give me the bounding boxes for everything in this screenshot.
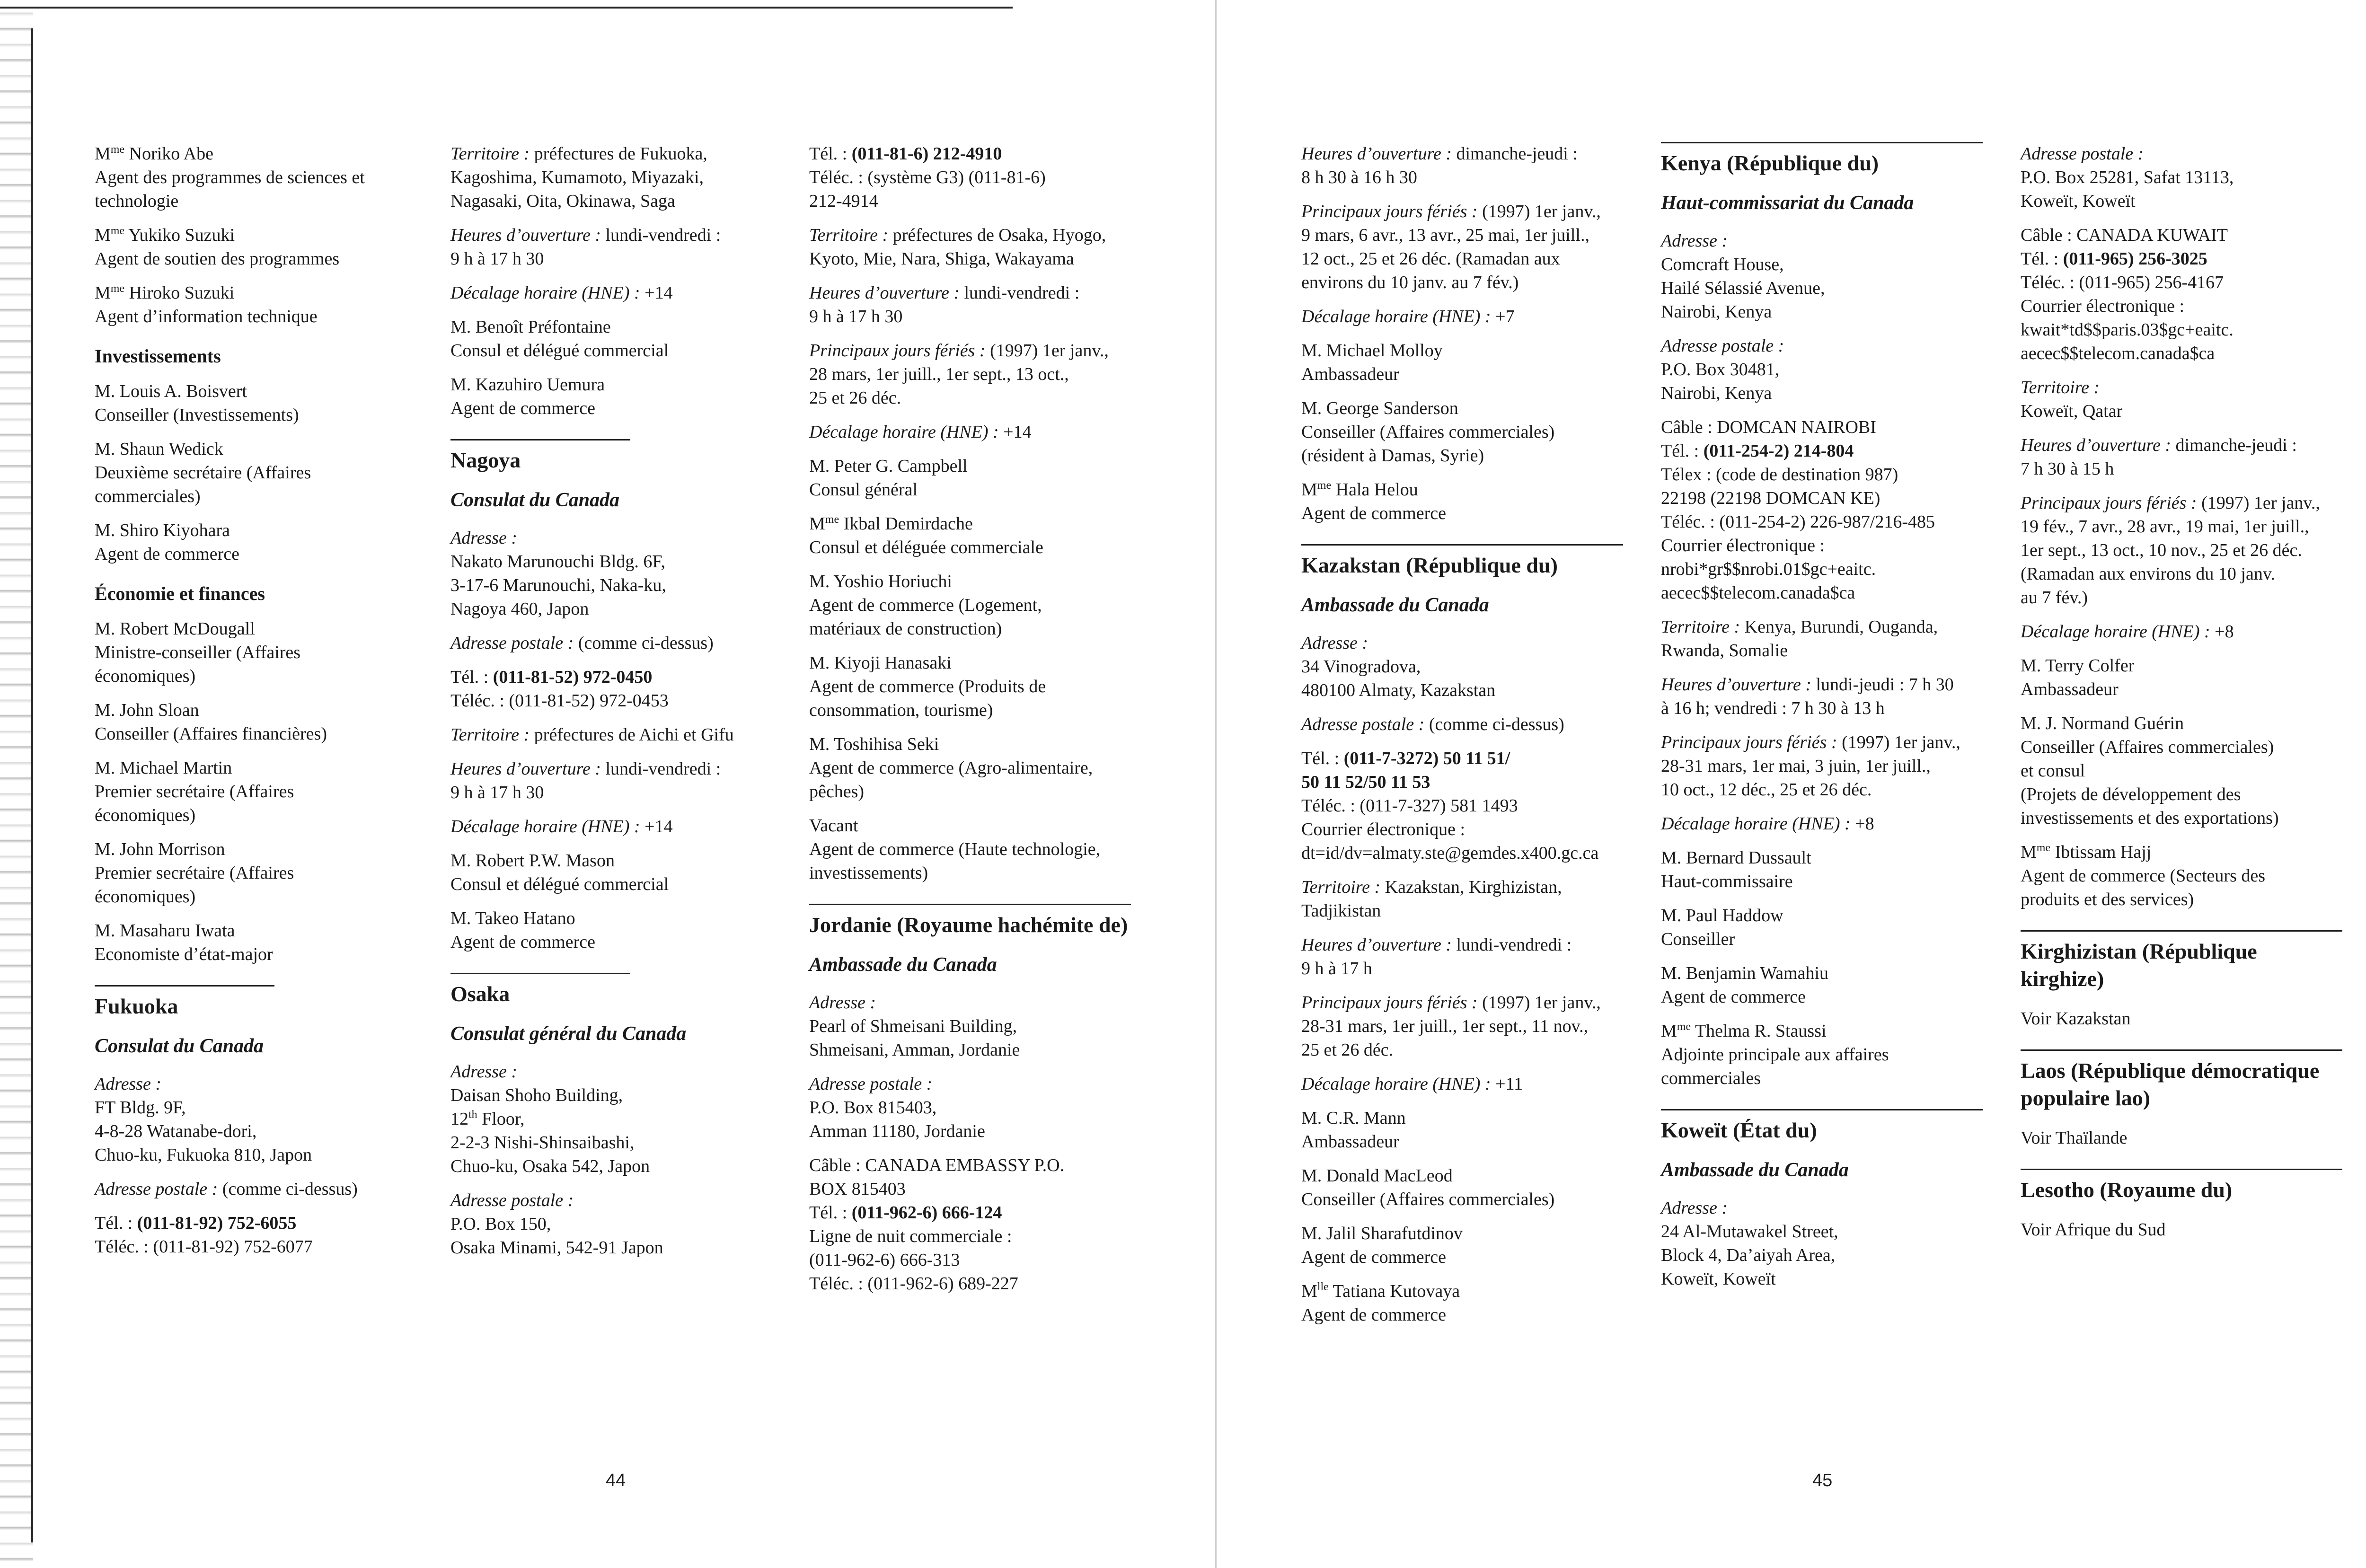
staff-entry: $M^{me}$ Hiroko Suzuki Agent d’information technique	[95, 282, 318, 326]
section-title: Lesotho (Royaume du)	[2021, 1178, 2233, 1202]
staff-entry: M. Shaun Wedick Deuxième secrétaire (Affaires commerciales)	[95, 439, 311, 506]
see-reference: Voir Thaïlande	[2021, 1128, 2128, 1148]
phone-block: Tél. : (011-81-92) 752-6055 Téléc. : (011-81-92) 752-6077	[95, 1213, 313, 1257]
holidays-block: Principaux jours fériés : (1997) 1er janv., 9 mars, 6 avr., 13 avr., 25 mai, 1er juill., 12 oct., 25 et 26 déc. (Ramadan aux environs du 10 janv. au 7 fév.)	[1301, 202, 1601, 292]
right-column-2	[1661, 142, 1992, 1301]
section-fukuoka	[95, 985, 426, 1259]
hours-block: Heures d’ouverture : lundi-vendredi : 9 h à 17 h 30	[450, 759, 721, 802]
staff-entry: M. Masaharu Iwata Economiste d’état-major	[95, 921, 273, 964]
phone-block: Tél. : (011-7-3272) 50 11 51/ 50 11 52/50 11 53 Téléc. : (011-7-327) 581 1493 Courrier électronique : dt=id/dv=almaty.ste@gemdes.x400.gc.ca	[1301, 749, 1599, 863]
time-offset: Décalage horaire (HNE) : +7	[1301, 307, 1515, 326]
address-block: Adresse : FT Bldg. 9F, 4-8-28 Watanabe-dori, Chuo-ku, Fukuoka 810, Japon	[95, 1074, 312, 1165]
address-block: Adresse : Nakato Marunouchi Bldg. 6F, 3-17-6 Marunouchi, Naka-ku, Nagoya 460, Japon	[450, 528, 666, 619]
postal-address: Adresse postale : P.O. Box 25281, Safat 13113, Koweït, Koweït	[2021, 144, 2234, 211]
staff-entry: $M^{me}$ Ikbal Demirdache Consul et déléguée commerciale	[809, 513, 1043, 557]
staff-entry: M. Peter G. Campbell Consul général	[809, 456, 968, 500]
section-kazakstan	[1301, 544, 1633, 1327]
section-kirghizistan	[2021, 930, 2352, 1031]
staff-entry: $M^{me}$ Hala Helou Agent de commerce	[1301, 479, 1446, 523]
hours-block: Heures d’ouverture : lundi-jeudi : 7 h 30 à 16 h; vendredi : 7 h 30 à 13 h	[1661, 675, 1954, 718]
staff-entry: M. C.R. Mann Ambassadeur	[1301, 1108, 1406, 1152]
staff-entry: M. Toshihisa Seki Agent de commerce (Agro-alimentaire, pêches)	[809, 734, 1093, 802]
staff-entry: M. Takeo Hatano Agent de commerce	[450, 908, 595, 952]
left-column-1	[95, 142, 426, 1269]
mission-name: Haut-commissariat du Canada	[1661, 192, 1914, 214]
postal-address: Adresse postale : (comme ci-dessus)	[450, 633, 714, 653]
right-column-1	[1301, 142, 1633, 1337]
phone-block: Tél. : (011-81-6) 212-4910 Téléc. : (système G3) (011-81-6) 212-4914	[809, 144, 1046, 211]
staff-entry: $M^{me}$ Thelma R. Staussi Adjointe principale aux affaires commerciales	[1661, 1021, 1889, 1088]
contact-block: Câble : CANADA KUWAIT Tél. : (011-965) 256-3025 Téléc. : (011-965) 256-4167 Courrier électronique : kwait*td$$paris.03$gc+eaitc. aecec$$telecom.canada$ca	[2021, 225, 2234, 363]
scan-edge-line	[31, 28, 33, 1542]
section-rule	[450, 973, 630, 974]
territory-block: Territoire : préfectures de Osaka, Hyogo, Kyoto, Mie, Nara, Shiga, Wakayama	[809, 225, 1106, 269]
staff-entry: $M^{me}$ Yukiko Suzuki Agent de soutien des programmes	[95, 225, 340, 269]
staff-entry: M. Terry Colfer Ambassadeur	[2021, 656, 2135, 699]
staff-entry: M. Robert P.W. Mason Consul et délégué commercial	[450, 851, 669, 894]
hours-block: Heures d’ouverture : dimanche-jeudi : 8 h 30 à 16 h 30	[1301, 144, 1578, 187]
time-offset: Décalage horaire (HNE) : +11	[1301, 1074, 1523, 1094]
staff-entry: M. Michael Molloy Ambassadeur	[1301, 341, 1443, 384]
mission-name: Consulat du Canada	[450, 489, 620, 511]
section-lesotho	[2021, 1169, 2352, 1242]
territory-block: Territoire : préfectures de Fukuoka, Kagoshima, Kumamoto, Miyazaki, Nagasaki, Oita, Okinawa, Saga	[450, 144, 707, 211]
section-title: Jordanie (Royaume hachémite de)	[809, 913, 1128, 937]
scan-edge-shadow	[0, 0, 33, 1568]
staff-entry: M. Michael Martin Premier secrétaire (Affaires économiques)	[95, 758, 294, 825]
phone-block: Tél. : (011-81-52) 972-0450 Téléc. : (011-81-52) 972-0453	[450, 667, 669, 711]
holidays-block: Principaux jours fériés : (1997) 1er janv., 19 fév., 7 avr., 28 avr., 19 mai, 1er juill., 1er sept., 13 oct., 10 nov., 25 et 26 déc. (Ramadan aux environs du 10 janv. au 7 fév.)	[2021, 493, 2320, 608]
staff-entry: M. J. Normand Guérin Conseiller (Affaires commerciales) et consul (Projets de développement des investissements et des exportations)	[2021, 714, 2279, 828]
staff-entry: M. Louis A. Boisvert Conseiller (Investissements)	[95, 381, 299, 425]
right-column-3	[2021, 142, 2352, 1252]
postal-address: Adresse postale : (comme ci-dessus)	[1301, 714, 1564, 734]
staff-entry: M. Kazuhiro Uemura Agent de commerce	[450, 375, 605, 418]
hours-block: Heures d’ouverture : dimanche-jeudi : 7 h 30 à 15 h	[2021, 435, 2297, 479]
section-rule	[2021, 1049, 2342, 1051]
section-rule	[95, 985, 274, 987]
time-offset: Décalage horaire (HNE) : +14	[809, 422, 1032, 442]
holidays-block: Principaux jours fériés : (1997) 1er janv., 28-31 mars, 1er mai, 3 juin, 1er juill., 10 oct., 12 déc., 25 et 26 déc.	[1661, 732, 1960, 800]
mission-name: Ambassade du Canada	[1661, 1159, 1849, 1181]
mission-name: Ambassade du Canada	[809, 954, 997, 976]
holidays-block: Principaux jours fériés : (1997) 1er janv., 28-31 mars, 1er juill., 1er sept., 11 nov., 25 et 26 déc.	[1301, 993, 1601, 1060]
staff-entry: M. Paul Haddow Conseiller	[1661, 906, 1783, 949]
territory-block: Territoire : Kenya, Burundi, Ouganda, Rwanda, Somalie	[1661, 617, 1938, 661]
section-title: Kirghizistan (République kirghize)	[2021, 939, 2257, 991]
right-page	[1221, 0, 2366, 1568]
postal-address: Adresse postale : P.O. Box 30481, Nairobi, Kenya	[1661, 336, 1784, 403]
section-jordanie	[809, 904, 1140, 1295]
section-rule	[1661, 1109, 1983, 1110]
page-number: 44	[606, 1471, 626, 1490]
postal-address: Adresse postale : P.O. Box 815403, Amman 11180, Jordanie	[809, 1074, 985, 1141]
section-title: Fukuoka	[95, 994, 178, 1018]
section-rule	[2021, 1169, 2342, 1170]
section-title: Koweït (État du)	[1661, 1118, 1817, 1142]
section-title: Kenya (République du)	[1661, 151, 1879, 175]
staff-entry: M. Yoshio Horiuchi Agent de commerce (Logement, matériaux de construction)	[809, 572, 1042, 639]
section-title: Kazakstan (République du)	[1301, 553, 1558, 577]
time-offset: Décalage horaire (HNE) : +8	[2021, 622, 2234, 642]
section-rule	[1301, 544, 1623, 546]
left-column-3	[809, 142, 1140, 1306]
staff-entry: M. John Sloan Conseiller (Affaires financières)	[95, 700, 327, 744]
section-rule	[2021, 930, 2342, 932]
section-rule	[809, 904, 1131, 905]
staff-entry: M. Donald MacLeod Conseiller (Affaires commerciales)	[1301, 1166, 1555, 1209]
postal-address: Adresse postale : P.O. Box 150, Osaka Minami, 542-91 Japon	[450, 1190, 663, 1258]
contact-block: Câble : DOMCAN NAIROBI Tél. : (011-254-2) 214-804 Télex : (code de destination 987) 22198 (22198 DOMCAN KE) Téléc. : (011-254-2) 226-987/216-485 Courrier électronique : nrobi*gr$$nrobi.01$gc+eaitc. aecec$$telecom.canada$ca	[1661, 417, 1935, 603]
holidays-block: Principaux jours fériés : (1997) 1er janv., 28 mars, 1er juill., 1er sept., 13 oct., 25 et 26 déc.	[809, 341, 1109, 408]
postal-address: Adresse postale : (comme ci-dessus)	[95, 1179, 358, 1199]
contact-block: Câble : CANADA EMBASSY P.O. BOX 815403 Tél. : (011-962-6) 666-124 Ligne de nuit commerciale : (011-962-6) 666-313 Téléc. : (011-962-6) 689-227	[809, 1155, 1065, 1294]
staff-entry: M. Benoît Préfontaine Consul et délégué commercial	[450, 317, 669, 361]
mission-name: Consulat du Canada	[95, 1035, 264, 1057]
section-rule	[450, 439, 630, 440]
subheading-investissements: Investissements	[95, 345, 221, 367]
section-title: Laos (République démocratique populaire lao)	[2021, 1058, 2320, 1110]
time-offset: Décalage horaire (HNE) : +14	[450, 283, 673, 303]
staff-entry: M. John Morrison Premier secrétaire (Affaires économiques)	[95, 839, 294, 907]
section-osaka	[450, 973, 782, 1260]
address-block: Adresse : 24 Al-Mutawakel Street, Block 4, Da’aiyah Area, Koweït, Koweït	[1661, 1198, 1838, 1289]
section-kenya	[1661, 142, 1992, 1090]
address-block: Adresse : Daisan Shoho Building, 12th Floor, 2-2-3 Nishi-Shinsaibashi, Chuo-ku, Osaka 542, Japon	[450, 1062, 650, 1176]
page-number: 45	[1812, 1471, 1833, 1490]
section-laos	[2021, 1049, 2352, 1150]
hours-block: Heures d’ouverture : lundi-vendredi : 9 h à 17 h 30	[809, 283, 1080, 326]
staff-entry: M. Kiyoji Hanasaki Agent de commerce (Produits de consommation, tourisme)	[809, 653, 1046, 720]
section-rule	[1661, 142, 1983, 143]
territory-block: Territoire : préfectures de Aichi et Gifu	[450, 725, 734, 745]
section-title: Osaka	[450, 982, 510, 1006]
see-reference: Voir Kazakstan	[2021, 1009, 2131, 1029]
staff-entry: M. Robert McDougall Ministre-conseiller (Affaires économiques)	[95, 619, 301, 686]
section-nagoya	[450, 439, 782, 954]
staff-entry: $M^{me}$ Noriko Abe Agent des programmes de sciences et technologie	[95, 143, 365, 211]
address-block: Adresse : Pearl of Shmeisani Building, Shmeisani, Amman, Jordanie	[809, 993, 1020, 1060]
hours-block: Heures d’ouverture : lundi-vendredi : 9 h à 17 h	[1301, 935, 1572, 978]
time-offset: Décalage horaire (HNE) : +8	[1661, 814, 1874, 834]
staff-entry: $M^{me}$ Ibtissam Hajj Agent de commerce (Secteurs des produits et des services)	[2021, 842, 2266, 909]
mission-name: Ambassade du Canada	[1301, 594, 1489, 616]
staff-entry: M. Bernard Dussault Haut-commissaire	[1661, 848, 1811, 891]
time-offset: Décalage horaire (HNE) : +14	[450, 817, 673, 837]
staff-entry: Vacant Agent de commerce (Haute technologie, investissements)	[809, 816, 1101, 883]
section-koweit	[1661, 1109, 1992, 1291]
staff-entry: M. Shiro Kiyohara Agent de commerce	[95, 520, 239, 564]
staff-entry: $M^{lle}$ Tatiana Kutovaya Agent de commerce	[1301, 1281, 1460, 1325]
staff-entry: M. Benjamin Wamahiu Agent de commerce	[1661, 963, 1829, 1007]
hours-block: Heures d’ouverture : lundi-vendredi : 9 h à 17 h 30	[450, 225, 721, 269]
staff-entry: M. Jalil Sharafutdinov Agent de commerce	[1301, 1224, 1463, 1267]
territory-block: Territoire : Kazakstan, Kirghizistan, Tadjikistan	[1301, 877, 1562, 921]
left-column-2	[450, 142, 782, 1270]
subheading-economie: Économie et finances	[95, 583, 265, 604]
section-title: Nagoya	[450, 448, 521, 472]
address-block: Adresse : Comcraft House, Hailé Sélassié Avenue, Nairobi, Kenya	[1661, 231, 1825, 322]
staff-entry: M. George Sanderson Conseiller (Affaires commerciales) (résident à Damas, Syrie)	[1301, 398, 1555, 466]
address-block: Adresse : 34 Vinogradova, 480100 Almaty, Kazakstan	[1301, 633, 1496, 700]
see-reference: Voir Afrique du Sud	[2021, 1220, 2166, 1240]
territory-block: Territoire : Koweït, Qatar	[2021, 378, 2123, 421]
top-rule	[0, 7, 1013, 9]
book-gutter	[1215, 0, 1217, 1568]
mission-name: Consulat général du Canada	[450, 1023, 687, 1045]
